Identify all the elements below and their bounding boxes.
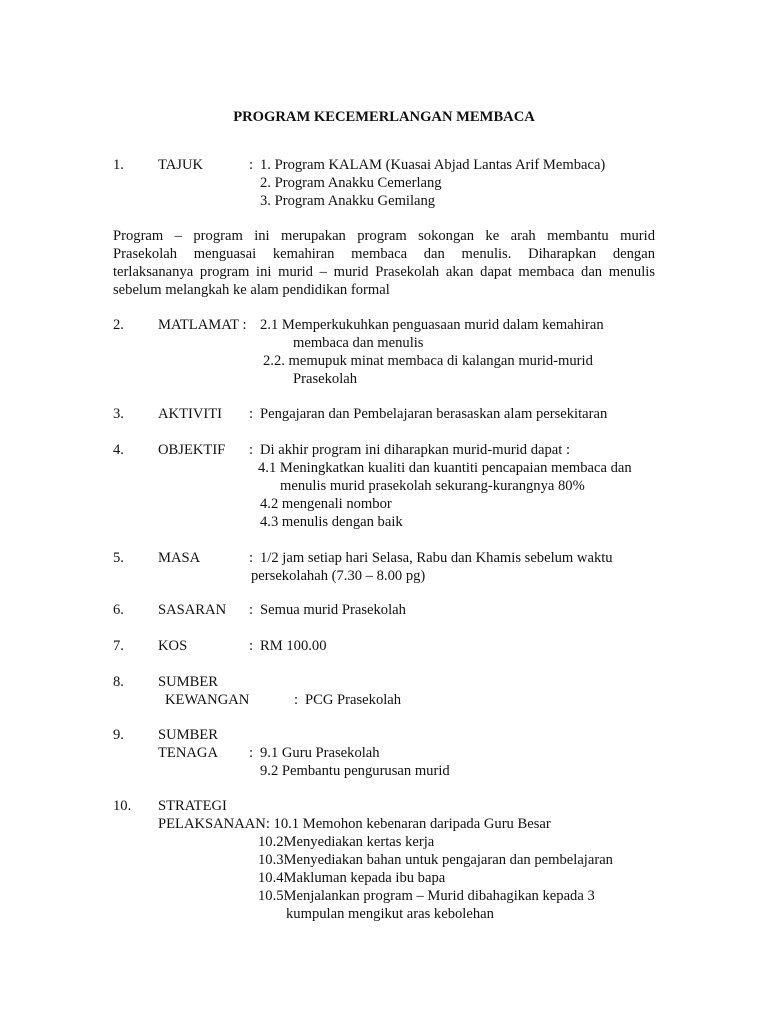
- kewangan-text: PCG Prasekolah: [305, 692, 402, 708]
- section-label: KOS: [158, 638, 188, 654]
- objektif-item: 4.2 mengenali nombor: [260, 496, 392, 512]
- section-label-2: KEWANGAN: [165, 692, 250, 708]
- section-label-2: TENAGA: [158, 745, 218, 761]
- section-label-2: PELAKSANAAN: 10.1 Memohon kebenaran daripada Guru Besar: [158, 816, 551, 832]
- matlamat-item: 2.2. memupuk minat membaca di kalangan murid-murid: [263, 353, 593, 369]
- section-number: 10.: [113, 798, 132, 814]
- section-number: 7.: [113, 638, 124, 654]
- masa-item: 1/2 jam setiap hari Selasa, Rabu dan Khamis sebelum waktu: [260, 550, 613, 566]
- tajuk-item: 2. Program Anakku Cemerlang: [260, 175, 442, 191]
- section-number: 9.: [113, 727, 124, 743]
- tenaga-item: 9.2 Pembantu pengurusan murid: [260, 763, 450, 779]
- section-colon: :: [249, 442, 254, 458]
- strategi-item: 10.5Menjalankan program – Murid dibahagikan kepada 3: [258, 888, 595, 904]
- objektif-item: 4.3 menulis dengan baik: [260, 514, 403, 530]
- section-colon: :: [294, 692, 299, 708]
- section-colon: :: [249, 157, 254, 173]
- section-colon: :: [249, 745, 254, 761]
- strategi-item: 10.4Makluman kepada ibu bapa: [258, 870, 446, 886]
- section-label: SASARAN: [158, 602, 227, 618]
- section-number: 6.: [113, 602, 124, 618]
- section-number: 5.: [113, 550, 124, 566]
- matlamat-item: membaca dan menulis: [293, 335, 424, 351]
- intro-paragraph: [113, 227, 655, 299]
- section-label: SUMBER: [158, 674, 219, 690]
- objektif-item: Di akhir program ini diharapkan murid-murid dapat :: [260, 442, 571, 458]
- section-label: TAJUK: [158, 157, 204, 173]
- section-label: STRATEGI: [158, 798, 227, 814]
- intro-line: sebelum melangkah ke alam pendidikan formal: [113, 282, 390, 298]
- section-number: 1.: [113, 157, 124, 173]
- section-label: OBJEKTIF: [158, 442, 226, 458]
- strategi-item: 10.3Menyediakan bahan untuk pengajaran dan pembelajaran: [258, 852, 613, 868]
- section-number: 4.: [113, 442, 124, 458]
- section-label: SUMBER: [158, 727, 219, 743]
- section-label: MATLAMAT :: [158, 317, 247, 333]
- section-colon: :: [249, 602, 254, 618]
- intro-line: Program – program ini merupakan program sokongan ke arah membantu murid: [113, 228, 655, 244]
- objektif-item: menulis murid prasekolah sekurang-kurangnya 80%: [280, 478, 585, 494]
- tenaga-item: 9.1 Guru Prasekolah: [260, 745, 380, 761]
- intro-line: Prasekolah menguasai kemahiran membaca dan menulis. Diharapkan dengan: [113, 246, 655, 262]
- document-title: PROGRAM KECEMERLANGAN MEMBACA: [233, 109, 535, 125]
- kos-text: RM 100.00: [260, 638, 327, 654]
- matlamat-item: Prasekolah: [293, 371, 358, 387]
- section-colon: :: [249, 550, 254, 566]
- section-colon: :: [249, 638, 254, 654]
- aktiviti-text: Pengajaran dan Pembelajaran berasaskan alam persekitaran: [260, 406, 608, 422]
- matlamat-item: 2.1 Memperkukuhkan penguasaan murid dalam kemahiran: [260, 317, 604, 333]
- tajuk-item: 1. Program KALAM (Kuasai Abjad Lantas Arif Membaca): [260, 157, 606, 173]
- objektif-item: 4.1 Meningkatkan kualiti dan kuantiti pencapaian membaca dan: [258, 460, 632, 476]
- section-number: 8.: [113, 674, 124, 690]
- section-label: MASA: [158, 550, 201, 566]
- section-colon: :: [249, 406, 254, 422]
- section-number: 2.: [113, 317, 124, 333]
- strategi-item: 10.2Menyediakan kertas kerja: [258, 834, 435, 850]
- section-label: AKTIVITI: [158, 406, 223, 422]
- section-number: 3.: [113, 406, 124, 422]
- sasaran-text: Semua murid Prasekolah: [260, 602, 406, 618]
- tajuk-item: 3. Program Anakku Gemilang: [260, 193, 436, 209]
- intro-line: terlaksananya program ini murid – murid Prasekolah akan dapat membaca dan menulis: [113, 264, 655, 280]
- strategi-item: kumpulan mengikut aras kebolehan: [286, 906, 494, 922]
- masa-item: persekolahah (7.30 – 8.00 pg): [251, 568, 426, 584]
